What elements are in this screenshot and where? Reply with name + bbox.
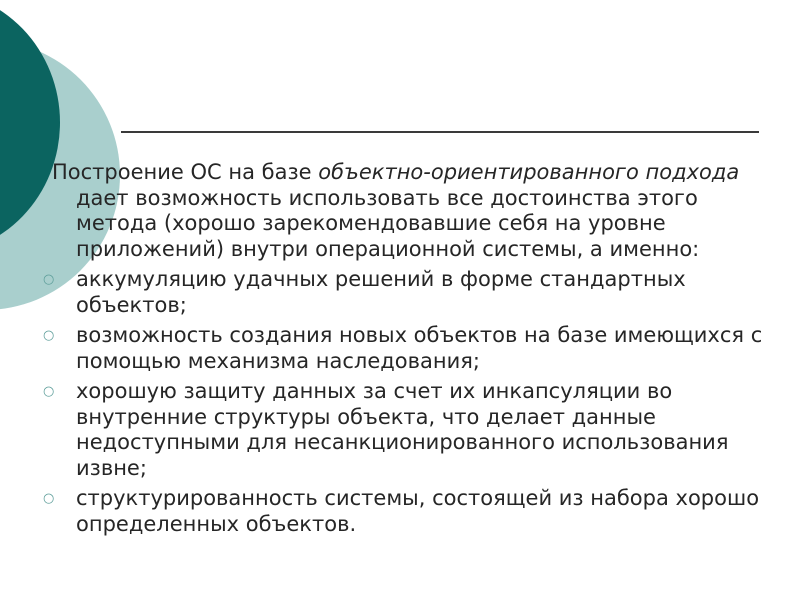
circle-bullet-icon: ○	[43, 384, 55, 399]
bullet-text: хорошую защиту данных за счет их инкапсуляции во внутренние структуры объекта, что делает данные недоступными для несанкционированного использования извне;	[76, 379, 729, 480]
circle-bullet-icon: ○	[43, 328, 55, 343]
title-divider-line	[121, 131, 759, 133]
intro-text-after: дает возможность использовать все достоинства этого метода (хорошо зарекомендовавшие себя на уровне приложений) внутри операционной системы, а именно:	[76, 185, 700, 261]
bullet-text: возможность создания новых объектов на базе имеющихся с помощью механизма наследования;	[76, 323, 763, 373]
bullet-item	[43, 323, 764, 374]
intro-text-before: Построение ОС на базе	[52, 160, 319, 184]
intro-paragraph	[52, 160, 764, 262]
bullet-text: структурированность системы, состоящей из набора хорошо определенных объектов.	[76, 486, 760, 536]
bullet-item	[43, 267, 764, 318]
bullet-list	[43, 267, 764, 537]
bullet-item	[43, 379, 764, 481]
bullet-item	[43, 486, 764, 537]
bullet-text: аккумуляцию удачных решений в форме стандартных объектов;	[76, 267, 686, 317]
intro-emphasis: объектно-ориентированного подхода	[318, 160, 740, 184]
slide-body	[43, 160, 764, 537]
circle-bullet-icon: ○	[43, 272, 55, 287]
circle-bullet-icon: ○	[43, 491, 55, 506]
